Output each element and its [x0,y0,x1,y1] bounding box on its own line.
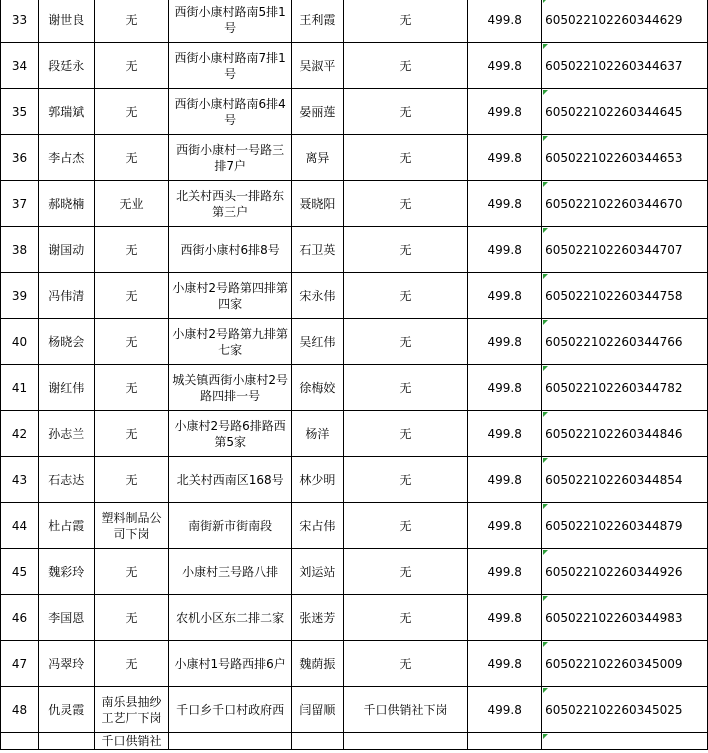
cell-address: 小康村三号路八排 [169,549,292,595]
cell-name: 魏彩玲 [38,549,94,595]
cell-index: 35 [1,89,39,135]
table-row [1,457,708,503]
cell-amount: 499.8 [468,135,542,181]
cell-spouse: 王利霞 [291,0,343,43]
table-row [1,43,708,89]
cell-account-number: 605022102260344637 [542,43,708,89]
table-row [1,273,708,319]
cell-address: 小康村2号路第四排第四家 [169,273,292,319]
cell-spouse: 吴淑平 [291,43,343,89]
cell-spouse: 张迷芳 [291,595,343,641]
cell-spouse: 徐梅姣 [291,365,343,411]
table-row [1,503,708,549]
cell-address: 千口乡千口村政府西 [169,687,292,733]
cell-amount: 499.8 [468,365,542,411]
cell-name: 冯伟清 [38,273,94,319]
cell-amount: 499.8 [468,457,542,503]
cell-occupation: 无 [94,411,169,457]
cell-occupation: 无业 [94,181,169,227]
cell-name: 杜占霞 [38,503,94,549]
cell-amount: 499.8 [468,0,542,43]
cell-occupation: 无 [94,227,169,273]
cell-account-number: 605022102260345009 [542,641,708,687]
cell-account-number: 605022102260344926 [542,549,708,595]
cell-account-number: 605022102260345025 [542,687,708,733]
cell-spouse-occupation: 无 [343,411,467,457]
cell-account-number: 605022102260344846 [542,411,708,457]
table-row [1,135,708,181]
table-row [1,181,708,227]
cell-spouse: 刘运站 [291,549,343,595]
cell-spouse: 晏丽莲 [291,89,343,135]
cell-account-number: 605022102260344766 [542,319,708,365]
cell-spouse-occupation: 无 [343,503,467,549]
cell-spouse-occupation: 无 [343,135,467,181]
cell-spouse: 宋占伟 [291,503,343,549]
cell-occupation: 无 [94,43,169,89]
cell-index: 48 [1,687,39,733]
cell-spouse-occupation: 无 [343,457,467,503]
cell-amount: 499.8 [468,89,542,135]
cell-amount: 499.8 [468,43,542,89]
cell-spouse-occupation: 无 [343,365,467,411]
cell-amount: 499.8 [468,687,542,733]
cell-address [169,733,292,750]
cell-index: 47 [1,641,39,687]
cell-address: 西街小康村路南5排1号 [169,0,292,43]
cell-amount: 499.8 [468,595,542,641]
cell-occupation: 无 [94,89,169,135]
cell-spouse-occupation: 无 [343,549,467,595]
cell-index: 37 [1,181,39,227]
table-row [1,0,708,43]
cell-amount: 499.8 [468,319,542,365]
cell-occupation: 无 [94,595,169,641]
table-row [1,319,708,365]
cell-spouse: 林少明 [291,457,343,503]
cell-occupation: 南乐县抽纱工艺厂下岗 [94,687,169,733]
cell-spouse: 杨洋 [291,411,343,457]
cell-address: 西街小康村6排8号 [169,227,292,273]
cell-address: 小康村2号路第九排第七家 [169,319,292,365]
cell-spouse-occupation: 无 [343,89,467,135]
cell-name: 石志达 [38,457,94,503]
cell-account-number: 605022102260344707 [542,227,708,273]
cell-amount: 499.8 [468,227,542,273]
cell-spouse: 闫留顺 [291,687,343,733]
cell-amount: 499.8 [468,273,542,319]
cell-amount: 499.8 [468,411,542,457]
cell-spouse: 宋永伟 [291,273,343,319]
cell-index: 40 [1,319,39,365]
cell-occupation: 塑料制品公司下岗 [94,503,169,549]
cell-amount: 499.8 [468,503,542,549]
cell-name: 李国恩 [38,595,94,641]
table-row [1,411,708,457]
table-row [1,227,708,273]
cell-amount: 499.8 [468,549,542,595]
cell-name: 仇灵霞 [38,687,94,733]
cell-name: 冯翠玲 [38,641,94,687]
cell-spouse-occupation: 无 [343,641,467,687]
cell-name: 段廷永 [38,43,94,89]
table-row [1,89,708,135]
table-row [1,641,708,687]
cell-index: 41 [1,365,39,411]
cell-address: 西街小康村路南6排4号 [169,89,292,135]
table-row [1,549,708,595]
cell-address: 农机小区东二排二家 [169,595,292,641]
cell-spouse: 魏荫振 [291,641,343,687]
cell-account-number: 605022102260344782 [542,365,708,411]
cell-spouse-occupation: 无 [343,595,467,641]
cell-account-number: 605022102260344653 [542,135,708,181]
cell-account-number: 605022102260344629 [542,0,708,43]
cell-account-number: 605022102260344645 [542,89,708,135]
cell-account-number: 605022102260344879 [542,503,708,549]
cell-index: 42 [1,411,39,457]
cell-occupation: 千口供销社 [94,733,169,750]
cell-occupation: 无 [94,641,169,687]
table-row [1,687,708,733]
cell-account-number: 605022102260344854 [542,457,708,503]
cell-index: 33 [1,0,39,43]
cell-name [38,733,94,750]
cell-spouse-occupation: 无 [343,273,467,319]
cell-spouse-occupation: 无 [343,43,467,89]
cell-spouse-occupation: 无 [343,227,467,273]
cell-index: 38 [1,227,39,273]
cell-address: 南街新市街南段 [169,503,292,549]
cell-amount: 499.8 [468,641,542,687]
cell-name: 李占杰 [38,135,94,181]
cell-occupation: 无 [94,273,169,319]
cell-spouse: 聂晓阳 [291,181,343,227]
cell-name: 谢世良 [38,0,94,43]
cell-name: 谢红伟 [38,365,94,411]
cell-index: 45 [1,549,39,595]
cell-spouse-occupation: 千口供销社下岗 [343,687,467,733]
cell-index: 36 [1,135,39,181]
cell-spouse [291,733,343,750]
cell-spouse: 吴红伟 [291,319,343,365]
cell-name: 杨晓会 [38,319,94,365]
cell-name: 谢国动 [38,227,94,273]
cell-address: 西街小康村路南7排1号 [169,43,292,89]
cell-address: 西街小康村一号路三排7户 [169,135,292,181]
cell-account-number [542,733,708,750]
cell-amount [468,733,542,750]
cell-account-number: 605022102260344983 [542,595,708,641]
table-row [1,733,708,750]
cell-amount: 499.8 [468,181,542,227]
cell-index: 43 [1,457,39,503]
cell-account-number: 605022102260344670 [542,181,708,227]
cell-occupation: 无 [94,0,169,43]
cell-index: 44 [1,503,39,549]
cell-index: 39 [1,273,39,319]
cell-address: 北关村西头一排路东第三户 [169,181,292,227]
cell-occupation: 无 [94,457,169,503]
cell-index: 46 [1,595,39,641]
cell-spouse-occupation: 无 [343,319,467,365]
cell-spouse-occupation [343,733,467,750]
cell-spouse-occupation: 无 [343,181,467,227]
cell-name: 郭瑞斌 [38,89,94,135]
cell-name: 孙志兰 [38,411,94,457]
cell-spouse: 离异 [291,135,343,181]
cell-spouse-occupation: 无 [343,0,467,43]
cell-occupation: 无 [94,549,169,595]
table-row [1,595,708,641]
cell-occupation: 无 [94,365,169,411]
cell-address: 小康村2号路6排路西第5家 [169,411,292,457]
cell-name: 郝晓楠 [38,181,94,227]
cell-index: 34 [1,43,39,89]
cell-occupation: 无 [94,319,169,365]
cell-account-number: 605022102260344758 [542,273,708,319]
table-row [1,365,708,411]
cell-address: 城关镇西街小康村2号路四排一号 [169,365,292,411]
cell-spouse: 石卫英 [291,227,343,273]
cell-address: 小康村1号路西排6户 [169,641,292,687]
cell-index [1,733,39,750]
cell-address: 北关村西南区168号 [169,457,292,503]
cell-occupation: 无 [94,135,169,181]
